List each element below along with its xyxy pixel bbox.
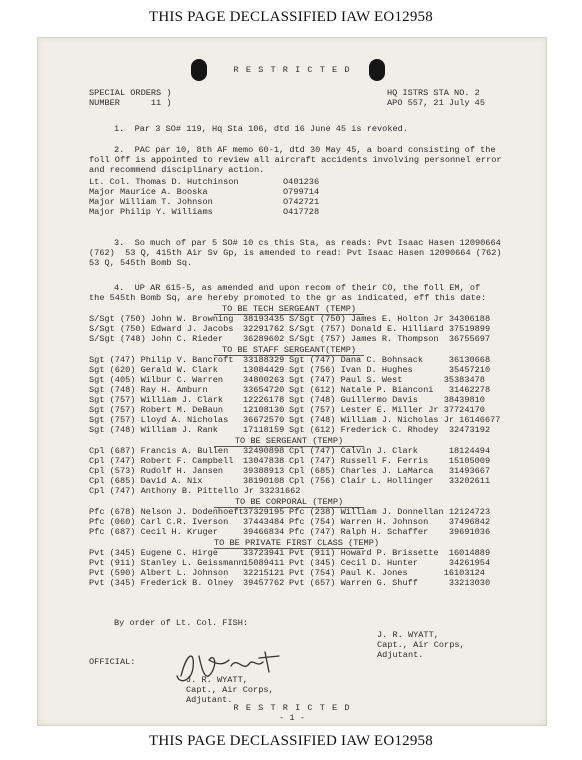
promotion-entry: Cpl (685) David A. Nix — [89, 476, 203, 486]
promotion-grade-heading: TO BE STAFF SERGEANT(TEMP) — [214, 345, 364, 356]
promotion-entry: Sgt (748) Ray H. Amburn — [89, 385, 208, 395]
promotion-grade-heading: TO BE PRIVATE FIRST CLASS (TEMP) — [214, 538, 380, 548]
headquarters-line: HQ ISTRS STA NO. 2 — [387, 88, 480, 98]
promotion-entry: Pvt (911) Stanley L. Geissmann — [89, 558, 244, 568]
order-authority: By order of Lt. Col. FISH: — [114, 618, 249, 628]
document-page — [37, 37, 547, 726]
promotion-entry: Sgt (748) William J. Nicholas Jr 16146677 — [289, 415, 501, 425]
serial-number: 34800263 — [243, 375, 285, 385]
board-member-serial: O799714 — [283, 187, 320, 197]
promotion-entry: S/Sgt (750) James E. Holton Jr 34306188 — [289, 314, 491, 324]
serial-number: 13047838 — [243, 456, 285, 466]
serial-number: 32291762 — [243, 324, 285, 334]
serial-number: 37329195 — [243, 507, 285, 517]
paragraph-1: 1. Par 3 SO# 119, Hq Sta 106, dtd 16 June 45 is revoked. — [114, 124, 408, 134]
authority-rank: Capt., Air Corps, — [377, 640, 465, 650]
promotion-entry: Sgt (748) Guillermo Davis 38439810 — [289, 395, 485, 405]
promotion-entry: Sgt (748) William J. Rank — [89, 425, 218, 435]
promotion-entry: Pvt (657) Warren G. Shuff 33213030 — [289, 578, 491, 588]
official-rank: Capt., Air Corps, — [186, 685, 274, 695]
orders-label: SPECIAL ORDERS ) — [89, 88, 172, 98]
serial-number: 39388913 — [243, 466, 285, 476]
promotion-entry: Sgt (757) Robert M. DeBaun — [89, 405, 224, 415]
serial-number: 36672570 — [243, 415, 285, 425]
serial-number: 32490898 — [243, 446, 285, 456]
promotion-entry: S/Sgt (750) Edward J. Jacobs — [89, 324, 234, 334]
promotion-entry: Cpl (747) Russell F. Ferris 15105009 — [289, 456, 491, 466]
serial-number: 32215121 — [243, 568, 285, 578]
declassified-banner-bottom: THIS PAGE DECLASSIFIED IAW EO12958 — [149, 733, 433, 749]
serial-number: 33654720 — [243, 385, 285, 395]
orders-number: NUMBER 11 ) — [89, 98, 172, 108]
promotion-entry: S/Sgt (748) John C. Rieder — [89, 334, 224, 344]
promotion-entry: Cpl (747) Anthony B. Pittello Jr 33231662 — [89, 486, 301, 496]
serial-number: 33188329 — [243, 355, 285, 365]
promotion-entry: Pvt (345) Frederick B. Olney — [89, 578, 234, 588]
promotion-entry: Cpl (573) Rudolf H. Jansen — [89, 466, 224, 476]
promotion-entry: Pfc (754) Warren H. Johnson 37496842 — [289, 517, 491, 527]
declassified-banner-top: THIS PAGE DECLASSIFIED IAW EO12958 — [149, 9, 433, 25]
date-line: APO 557, 21 July 45 — [387, 98, 485, 108]
authority-name: J. R. WYATT, — [377, 630, 439, 640]
promotion-entry: Pfc (687) Cecil H. Kruger — [89, 527, 218, 537]
promotion-entry: Pfc (060) Carl C.R. Iverson — [89, 517, 229, 527]
promotion-entry: Cpl (687) Francis A. Bullen — [89, 446, 229, 456]
board-member-name: Lt. Col. Thomas D. Hutchinson — [89, 177, 239, 187]
official-label: OFFICIAL: — [89, 657, 136, 667]
promotion-grade-heading: TO BE SERGEANT (TEMP) — [214, 436, 364, 447]
board-member-serial: O417728 — [283, 207, 320, 217]
classification-marking-bottom: R E S T R I C T E D — [233, 703, 351, 713]
board-member-serial: O401236 — [283, 177, 320, 187]
promotion-entry: Sgt (756) Ivan D. Hughes 35457210 — [289, 365, 491, 375]
promotion-entry: Sgt (620) Gerald W. Clark — [89, 365, 218, 375]
serial-number: 39466834 — [243, 527, 285, 537]
serial-number: 39457762 — [243, 578, 285, 588]
paragraph-4-line: 4. UP AR 615-5, as amended and upon recom of their CO, the foll EM, of — [114, 283, 481, 293]
promotion-grade-heading: TO BE CORPORAL (TEMP) — [214, 497, 364, 508]
promotion-entry: Pfc (747) Ralph H. Schaffer 39691036 — [289, 527, 491, 537]
promotion-entry: Sgt (757) Lloyd A. Nicholas — [89, 415, 229, 425]
promotion-entry: S/Sgt (757) Donald E. Hilliard 37519899 — [289, 324, 491, 334]
promotion-entry: Sgt (405) Wilbur C. Warren — [89, 375, 224, 385]
promotion-grade-heading: TO BE TECH SERGEANT (TEMP) — [214, 304, 364, 315]
paragraph-3-line: (762) 53 Q, 415th Air Sv Gp, is amended to read: Pvt Isaac Hasen 12090664 (762) — [89, 248, 502, 258]
promotion-entry: Sgt (747) Dana C. Bohnsack 36130668 — [289, 355, 491, 365]
paragraph-2-line: 2. PAC par 10, 8th AF memo 60-1, dtd 30 May 45, a board consisting of the — [114, 145, 496, 155]
serial-number: 17118159 — [243, 425, 285, 435]
board-member-name: Major Philip Y. Williams — [89, 207, 213, 217]
serial-number: 37443484 — [243, 517, 285, 527]
promotion-entry: Pvt (345) Cecil D. Hunter 34261954 — [289, 558, 491, 568]
board-member-name: Major William T. Johnson — [89, 197, 213, 207]
paragraph-3-line: 53 Q, 545th Bomb Sq. — [89, 258, 193, 268]
paragraph-2-line: foll Off is appointed to review all aircraft accidents involving personnel error — [89, 155, 502, 165]
promotion-entry: S/Sgt (757) James R. Thompson 36755697 — [289, 334, 491, 344]
serial-number: 12108130 — [243, 405, 285, 415]
promotion-entry: Sgt (757) Lester E. Miller Jr 37724170 — [289, 405, 485, 415]
promotion-entry: Cpl (747) Robert F. Campbell — [89, 456, 234, 466]
promotion-entry: Sgt (747) Paul S. West 35383478 — [289, 375, 485, 385]
promotion-entry: Sgt (612) Frederick C. Rhodey 32473192 — [289, 425, 491, 435]
board-member-name: Major Maurice A. Booska — [89, 187, 208, 197]
promotion-entry: Cpl (685) Charles J. LaMarca 31493667 — [289, 466, 491, 476]
serial-number: 13084429 — [243, 365, 285, 375]
classification-marking-top: R E S T R I C T E D — [233, 65, 351, 75]
paragraph-2-line: and recommend disciplinary action. — [89, 165, 265, 175]
promotion-entry: Cpl (747) Calvin J. Clark 18124494 — [289, 446, 491, 456]
paragraph-3-line: 3. So much of par 5 SO# 10 cs this Sta, as reads: Pvt Isaac Hasen 12090664 — [114, 238, 501, 248]
serial-number: 38190108 — [243, 476, 285, 486]
promotion-entry: Pvt (911) Howard P. Brissette 16014889 — [289, 548, 491, 558]
promotion-entry: Pvt (345) Eugene C. Hirge — [89, 548, 218, 558]
authority-title: Adjutant. — [377, 650, 424, 660]
promotion-entry: S/Sgt (750) John W. Browning — [89, 314, 234, 324]
serial-number: 36289602 — [243, 334, 285, 344]
promotion-entry: Sgt (757) William J. Clark — [89, 395, 224, 405]
serial-number: 12226178 — [243, 395, 285, 405]
serial-number: 33723941 — [243, 548, 285, 558]
promotion-entry: Sgt (747) Philip V. Bancroft — [89, 355, 234, 365]
board-member-serial: O742721 — [283, 197, 320, 207]
paragraph-4-line: the 545th Bomb Sq, are hereby promoted to the gr as indicated, eff this date: — [89, 293, 487, 303]
official-name: J. R. WYATT, — [186, 675, 248, 685]
promotion-entry: Sgt (612) Natale P. Bianconi 31462278 — [289, 385, 491, 395]
serial-number: 38193435 — [243, 314, 285, 324]
page-number: - 1 - — [279, 713, 305, 723]
serial-number: 15089411 — [243, 558, 285, 568]
promotion-entry: Cpl (756) Clair L. Hollinger 33202611 — [289, 476, 491, 486]
promotion-entry: Pvt (754) Paul K. Jones 16103124 — [289, 568, 485, 578]
official-title: Adjutant. — [186, 695, 233, 705]
promotion-entry: Pfc (238) William J. Donnellan 12124723 — [289, 507, 491, 517]
promotion-entry: Pvt (590) Albert L. Johnson — [89, 568, 229, 578]
promotion-entry: Pfc (678) Nelson J. Dodenhoeft — [89, 507, 244, 517]
